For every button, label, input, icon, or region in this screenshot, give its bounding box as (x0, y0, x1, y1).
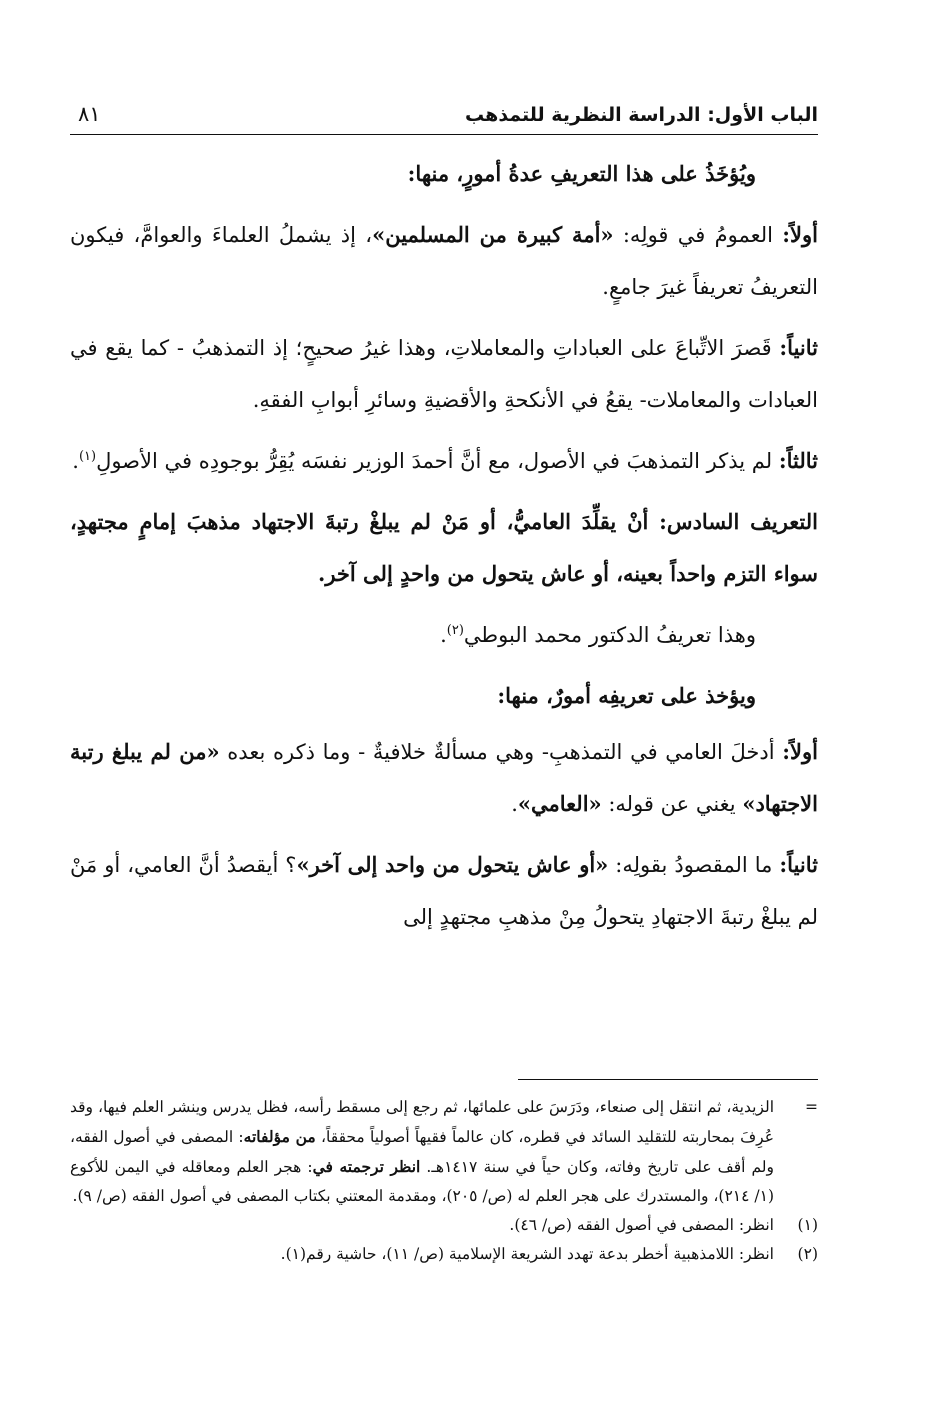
buti-attribution-text: وهذا تعريفُ الدكتور محمد البوطي (463, 623, 756, 647)
buti-second-objection-text-a: ما المقصودُ بقولِه: (608, 853, 780, 877)
buti-second-objection-text-b: ؟ أيقصدُ أنَّ العامي، أو مَنْ لم يبلغْ رتبةَ الاجتهادِ يتحولُ مِنْ مذهبِ مجتهدٍ إلى (70, 853, 818, 929)
footnote-separator (518, 1079, 818, 1080)
first-objection-lead: أولاً: (782, 222, 819, 247)
footnote-continuation (70, 1093, 818, 1211)
paragraph-second-objection (70, 322, 818, 426)
footnote-2 (70, 1240, 818, 1269)
continuation-text-e: : هجر العلم ومعاقله في اليمن للأكوع (١/ ٢١٤)، والمستدرك على هجر العلم له (ص/ ٢٠٥)، ومقدمة المعتني بكتاب المصفى في أصول الفقه (ص/ ٩). (70, 1158, 774, 1205)
third-objection-text: لم يذكر التمذهبَ في الأصول، مع أنَّ أحمدَ الوزير نفسَه يُقِرُّ بوجودِه في الأصولِ (96, 449, 779, 473)
buti-objections-intro-text: ويؤخذ على تعريفِه أمورٌ، منها: (497, 683, 756, 708)
footnotes (70, 1093, 818, 1269)
objections-intro-text: ويُؤخَذُ على هذا التعريفِ عدةُ أمورٍ، منها: (407, 161, 756, 186)
continuation-bio-label: انظر ترجمته في (312, 1157, 421, 1176)
second-objection-text: قَصرَ الاتِّباعَ على العباداتِ والمعاملاتِ، وهذا غيرُ صحيحٍ؛ إذ التمذهبُ - كما يقع في العبادات والمعاملات- يقعُ في الأنكحةِ والأقضيةِ وسائرِ أبوابِ الفقهِ. (70, 336, 818, 412)
continuation-mark: = (805, 1098, 818, 1116)
first-objection-quote: «أمة كبيرة من المسلمين» (372, 222, 614, 247)
buti-first-objection-end: . (511, 792, 518, 816)
footnote-ref-1: (١) (78, 449, 97, 464)
buti-first-objection-lead: أولاً: (782, 739, 818, 764)
paragraph-objections-intro (70, 148, 818, 200)
buti-first-objection-quote-1: «من لم يبلغ رتبة الاجتهاد» (70, 739, 818, 816)
running-head: الباب الأول: الدراسة النظرية للتمذهب (465, 104, 818, 126)
buti-attribution-end: . (440, 623, 447, 647)
buti-first-objection-text-a: أدخلَ العامي في التمذهبِ- وهي مسألةٌ خلافيةٌ - وما ذكره بعده (219, 740, 783, 764)
paragraph-sixth-definition (70, 496, 818, 600)
paragraph-third-objection (70, 435, 818, 487)
book-page (70, 0, 818, 1401)
paragraph-first-objection (70, 209, 818, 313)
footnote-1-text: انظر: المصفى في أصول الفقه (ص/ ٤٦). (509, 1216, 774, 1234)
footnote-1-mark: (١) (797, 1216, 818, 1234)
paragraph-buti-first-objection (70, 726, 818, 830)
buti-first-objection-quote-2: «العامي» (517, 791, 602, 816)
buti-first-objection-text-b: يغني عن قوله: (601, 792, 743, 816)
continuation-text (70, 1093, 774, 1211)
footnote-2-text: انظر: اللامذهبية أخطر بدعة تهدد الشريعة الإسلامية (ص/ ١١)، حاشية رقم(١). (280, 1245, 774, 1263)
paragraph-buti-objections-intro (70, 670, 818, 722)
sixth-definition-text: التعريف السادس: أنْ يقلِّدَ العاميُّ، أو مَنْ لم يبلغْ رتبةَ الاجتهاد مذهبَ إمامٍ مجتهدٍ، سواء التزم واحداً بعينه، أو عاش يتحول من واحدٍ إلى آخر. (70, 509, 818, 586)
page-number: ٨١ (78, 102, 101, 126)
second-objection-lead: ثانياً: (779, 335, 818, 360)
third-objection-end: . (72, 449, 79, 473)
continuation-text-a: الزيدية، ثم انتقل إلى صنعاء، ودَرَسَ على علمائها، ثم رجع إلى مسقط رأسه، فظل يدرس وينشر العلم فيها، وقد عُرِفَ بمحاربته للتقليد السائد في قطره، كان عالماً فقيهاً أصولياً محققاً، (70, 1098, 774, 1146)
continuation-text-c: : المصفى في أصول الفقه، ولم أقف على تاريخ وفاته، وكان حياً في سنة ١٤١٧هـ. (70, 1128, 775, 1176)
footnote-1 (70, 1211, 818, 1240)
main-text (70, 148, 818, 952)
first-objection-text-a: العمومُ في قولِه: (613, 223, 783, 247)
first-objection-text-b: ، إذ يشملُ العلماءَ والعوامَّ، فيكون التعريفُ تعريفاً غيرَ جامعٍ. (70, 223, 818, 299)
footnote-ref-2: (٢) (446, 623, 464, 638)
buti-second-objection-quote: «أو عاش يتحول من واحد إلى آخر» (296, 852, 609, 877)
footnote-2-mark: (٢) (797, 1245, 818, 1263)
third-objection-lead: ثالثاً: (778, 448, 818, 473)
page-header (70, 100, 818, 135)
paragraph-buti-second-objection (70, 839, 818, 943)
continuation-works-label: من مؤلفاته (243, 1127, 316, 1146)
buti-second-objection-lead: ثانياً: (779, 852, 818, 877)
paragraph-buti-attribution (70, 609, 818, 661)
